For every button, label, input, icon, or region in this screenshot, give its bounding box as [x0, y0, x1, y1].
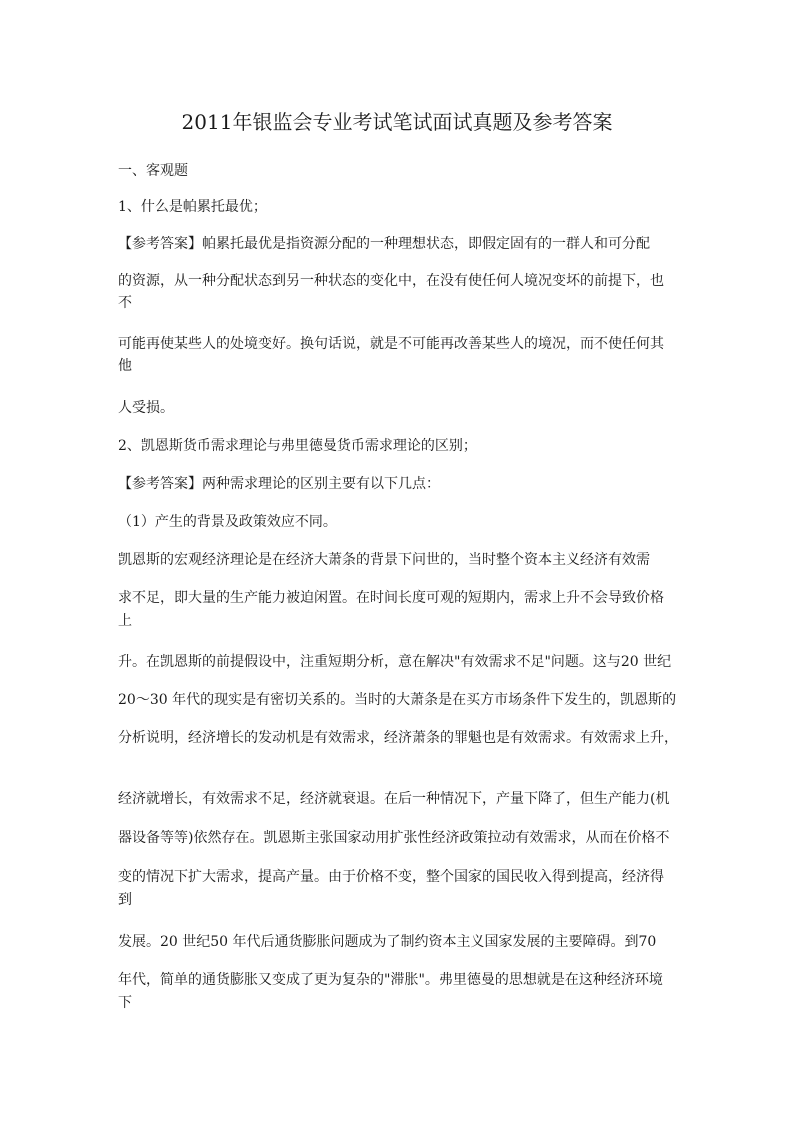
body-line: 到 [118, 892, 132, 908]
answer-line: 可能再使某些人的处境变好。换句话说，就是不可能再改善某些人的境况，而不使任何其 [118, 336, 664, 352]
body-line: 年代，简单的通货膨胀又变成了更为复杂的"滞胀"。弗里德曼的思想就是在这种经济环境 [118, 972, 663, 988]
body-line: 升。在凯恩斯的前提假设中，注重短期分析，意在解决"有效需求不足"问题。这与20 世纪 [118, 654, 672, 670]
answer-line: 【参考答案】两种需求理论的区别主要有以下几点： [118, 476, 440, 492]
answer-line: 的资源，从一种分配状态到另一种状态的变化中，在没有使任何人境况变坏的前提下，也 [118, 273, 664, 289]
answer-subpoint: （1）产生的背景及政策效应不同。 [118, 514, 337, 530]
answer-line: 人受损。 [118, 400, 174, 416]
body-line: 变的情况下扩大需求，提高产量。由于价格不变，整个国家的国民收入得到提高，经济得 [118, 869, 664, 885]
answer-line: 不 [118, 295, 132, 311]
body-line: 下 [118, 995, 132, 1011]
section-heading: 一、客观题 [118, 163, 188, 179]
body-line: 凯恩斯的宏观经济理论是在经济大萧条的背景下问世的，当时整个资本主义经济有效需 [118, 552, 650, 568]
question-1: 1、什么是帕累托最优； [118, 199, 267, 215]
body-line: 器设备等等)依然存在。凯恩斯主张国家动用扩张性经济政策拉动有效需求，从而在价格不 [118, 830, 670, 846]
body-line: 求不足，即大量的生产能力被迫闲置。在时间长度可观的短期内，需求上升不会导致价格 [118, 590, 664, 606]
body-line: 发展。20 世纪50 年代后通货膨胀问题成为了制约资本主义国家发展的主要障碍。到70 [118, 934, 657, 950]
answer-line: 【参考答案】帕累托最优是指资源分配的一种理想状态，即假定固有的一群人和可分配 [118, 236, 650, 252]
question-2: 2、凯恩斯货币需求理论与弗里德曼货币需求理论的区别； [118, 438, 477, 454]
body-line: 经济就增长，有效需求不足，经济就衰退。在后一种情况下，产量下降了，但生产能力(机 [118, 791, 670, 807]
body-line: 20～30 年代的现实是有密切关系的。当时的大萧条是在买方市场条件下发生的，凯恩斯的 [118, 692, 677, 708]
answer-line: 他 [118, 358, 132, 374]
document-title: 2011年银监会专业考试笔试面试真题及参考答案 [181, 110, 613, 134]
body-line: 分析说明，经济增长的发动机是有效需求，经济萧条的罪魁也是有效需求。有效需求上升， [118, 730, 678, 746]
body-line: 上 [118, 613, 132, 629]
